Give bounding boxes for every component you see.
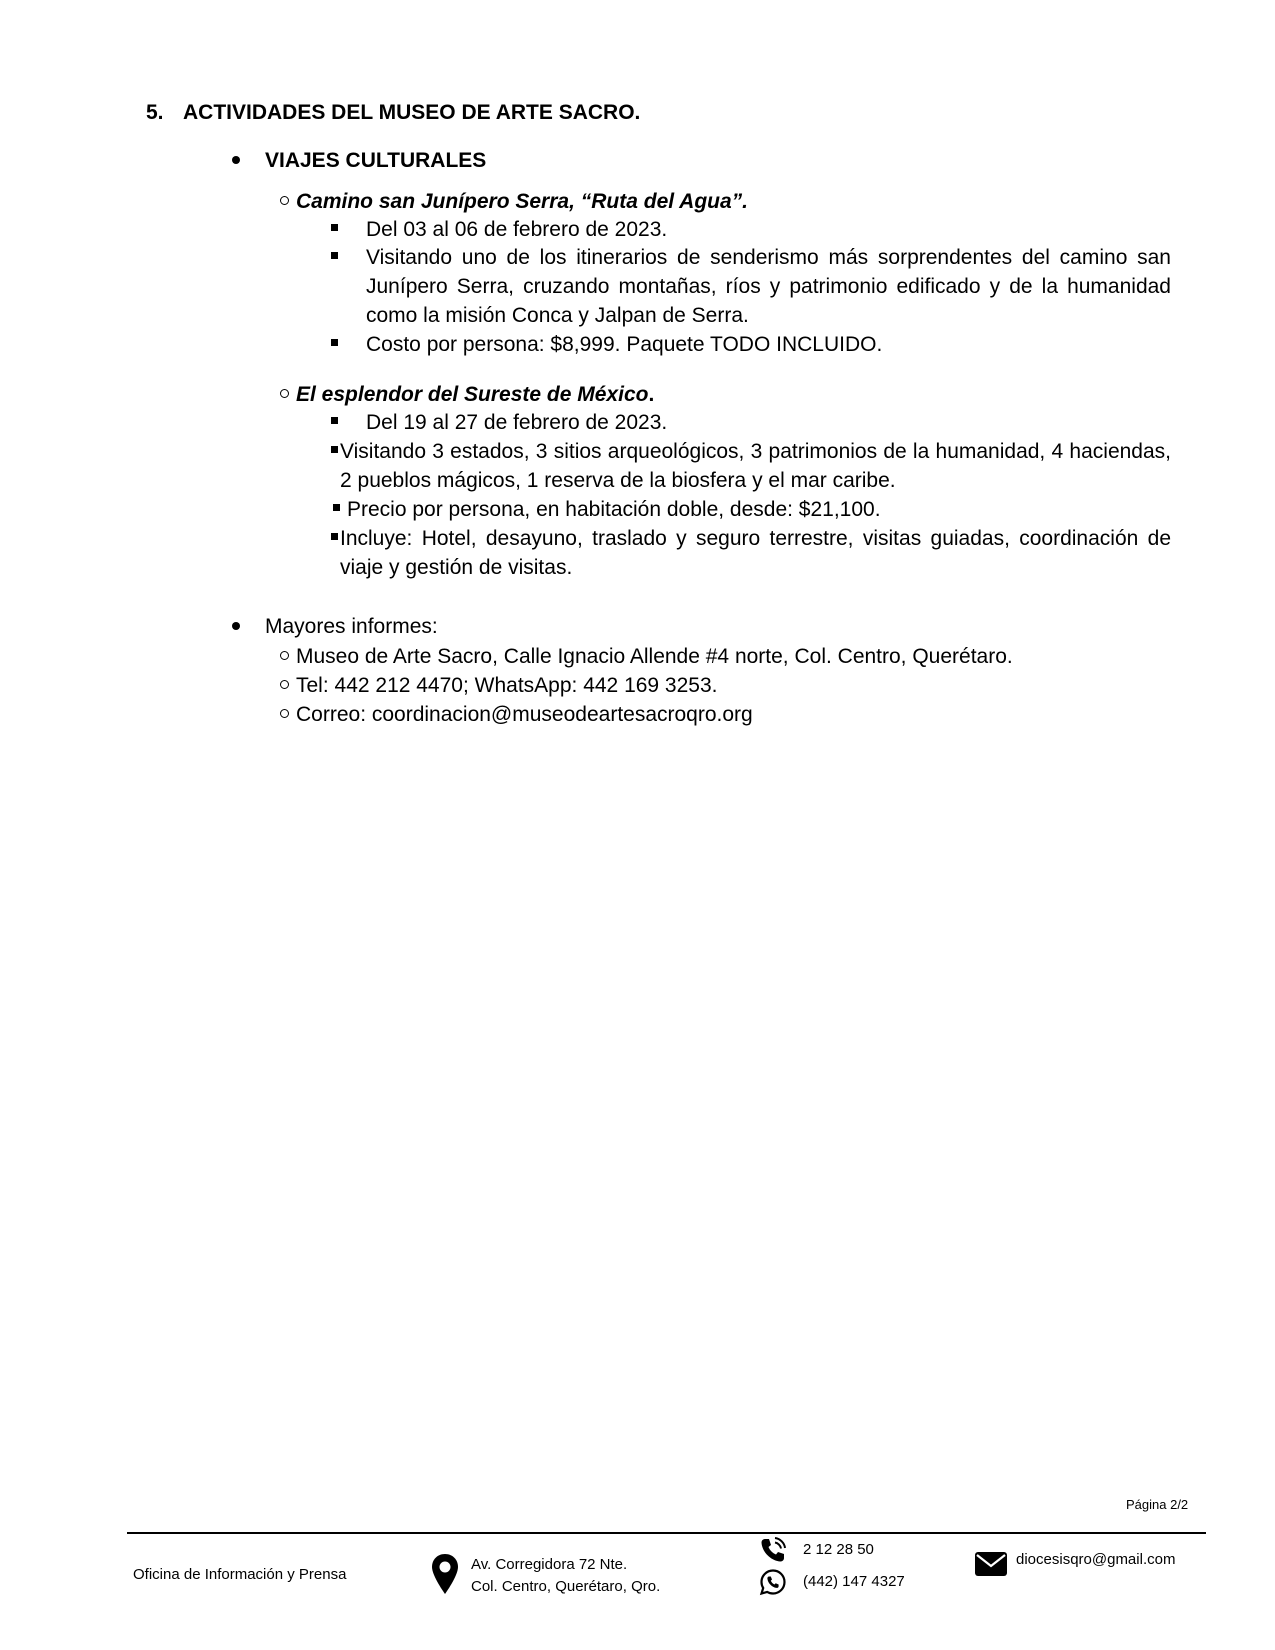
trip1-description: Visitando uno de los itinerarios de senderismo más sorprendentes del camino san Junípero Serra, cruzando montañas, ríos y patrimonio edificado y de la humanidad como la misión Conca y Jalpan de Serra. <box>366 246 1171 327</box>
trip2-title-line <box>296 380 654 409</box>
bullet-square <box>333 504 340 511</box>
bullet-circle <box>280 196 289 205</box>
bullet-dot <box>232 622 240 630</box>
footer-whatsapp: (442) 147 4327 <box>803 1573 905 1590</box>
info-heading: Mayores informes: <box>265 615 438 638</box>
envelope-icon <box>974 1551 1008 1577</box>
phone-icon <box>759 1536 787 1564</box>
trip2-dates: Del 19 al 27 de febrero de 2023. <box>366 411 668 434</box>
section-number: 5. <box>146 101 164 124</box>
footer-address-line1: Av. Corregidora 72 Nte. <box>471 1556 628 1573</box>
bullet-square <box>331 533 338 540</box>
trip2-title-end: . <box>648 383 655 406</box>
bullet-circle <box>280 651 289 660</box>
footer-email: diocesisqro@gmail.com <box>1016 1551 1176 1568</box>
bullet-square <box>331 224 338 231</box>
bullet-square <box>331 417 338 424</box>
footer-address-line2: Col. Centro, Querétaro, Qro. <box>471 1578 661 1595</box>
trip1-title: Camino san Junípero Serra, “Ruta del Agua”. <box>296 190 748 213</box>
info-address: Museo de Arte Sacro, Calle Ignacio Allende #4 norte, Col. Centro, Querétaro. <box>296 645 1013 668</box>
bullet-square <box>331 339 338 346</box>
footer-divider <box>127 1532 1206 1534</box>
location-pin-icon <box>431 1553 459 1595</box>
footer-office: Oficina de Información y Prensa <box>133 1566 347 1583</box>
bullet-square <box>331 446 338 453</box>
info-email: Correo: coordinacion@museodeartesacroqro.org <box>296 703 753 726</box>
section-title: ACTIVIDADES DEL MUSEO DE ARTE SACRO. <box>183 101 641 124</box>
trip2-title: El esplendor del Sureste de México <box>296 383 649 406</box>
trip2-price: Precio por persona, en habitación doble, desde: $21,100. <box>347 498 881 521</box>
bullet-circle <box>280 680 289 689</box>
bullet-dot <box>232 156 240 164</box>
bullet-square <box>331 252 338 259</box>
viajes-heading: VIAJES CULTURALES <box>265 149 487 172</box>
trip1-dates: Del 03 al 06 de febrero de 2023. <box>366 218 668 241</box>
info-phones: Tel: 442 212 4470; WhatsApp: 442 169 3253. <box>296 674 718 697</box>
whatsapp-icon <box>759 1568 787 1596</box>
trip2-description: Visitando 3 estados, 3 sitios arqueológicos, 3 patrimonios de la humanidad, 4 haciendas, 2 pueblos mágicos, 1 reserva de la biosfera y el mar caribe. <box>340 440 1171 492</box>
trip1-cost: Costo por persona: $8,999. Paquete TODO INCLUIDO. <box>366 333 883 356</box>
page-number: Página 2/2 <box>1126 1497 1189 1512</box>
bullet-circle <box>280 709 289 718</box>
trip2-includes: Incluye: Hotel, desayuno, traslado y seguro terrestre, visitas guiadas, coordinación de viaje y gestión de visitas. <box>340 527 1171 579</box>
bullet-circle <box>280 389 289 398</box>
footer-phone: 2 12 28 50 <box>803 1541 874 1558</box>
